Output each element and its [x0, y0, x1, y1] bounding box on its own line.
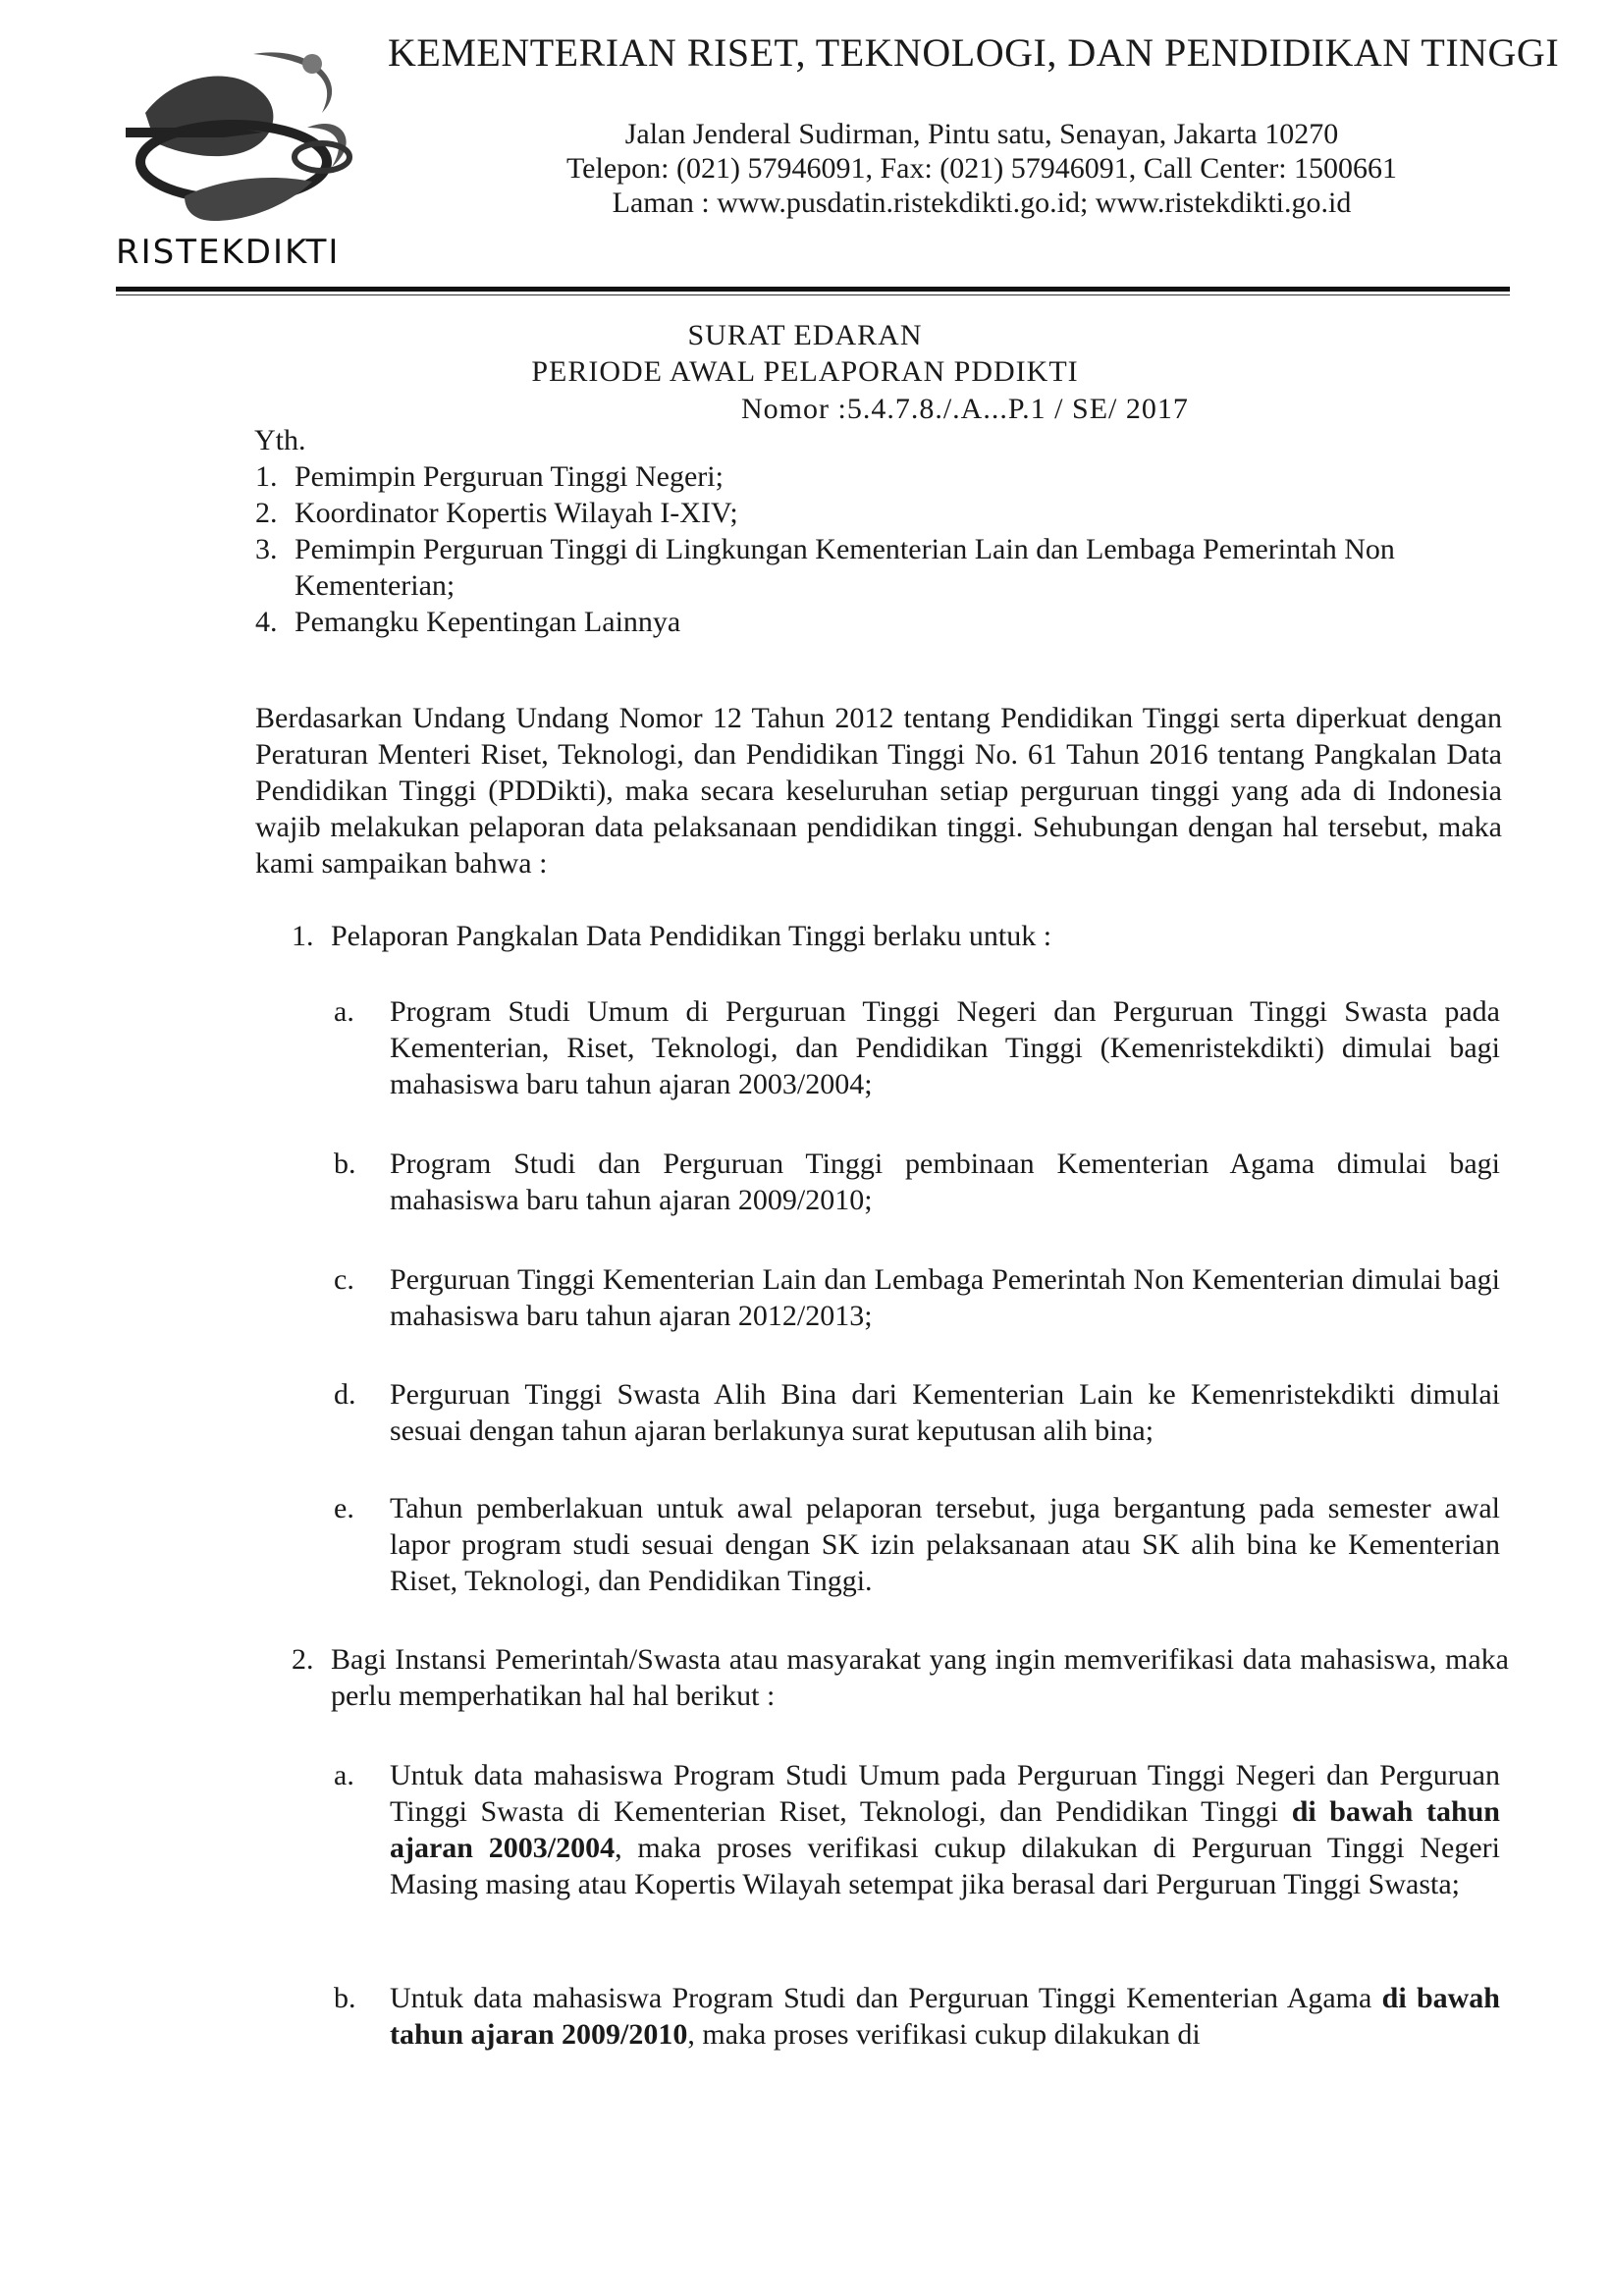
- list-item-number: 2.: [255, 497, 278, 529]
- sub-item-letter: d.: [334, 1378, 356, 1411]
- letterhead-rule: [116, 287, 1510, 292]
- sub-item: [334, 1146, 1500, 1218]
- list-item-text: Pemimpin Perguruan Tinggi Negeri;: [295, 460, 724, 493]
- ministry-name: KEMENTERIAN RISET, TEKNOLOGI, DAN PENDIDIKAN TINGGI: [388, 30, 1560, 75]
- ministry-website: Laman : www.pusdatin.ristekdikti.go.id; www.ristekdikti.go.id: [612, 187, 1352, 219]
- sub-item-letter: a.: [334, 995, 354, 1028]
- sub-item: [334, 1980, 1500, 2053]
- emphasis-text: di bawah tahun ajaran 2009/2010: [390, 1982, 1500, 2051]
- section-1: [292, 918, 1509, 954]
- sub-item-letter: e.: [334, 1492, 354, 1524]
- ministry-phone: Telepon: (021) 57946091, Fax: (021) 57946091, Call Center: 1500661: [565, 152, 1398, 185]
- list-item-number: 1.: [255, 460, 278, 493]
- section-text: Pelaporan Pangkalan Data Pendidikan Tinggi berlaku untuk :: [331, 920, 1052, 952]
- sub-item: [334, 1261, 1500, 1334]
- list-item: [255, 495, 1531, 531]
- emphasis-text: di bawah tahun ajaran 2003/2004: [390, 1795, 1500, 1864]
- list-item-text: Koordinator Kopertis Wilayah I-XIV;: [295, 497, 738, 529]
- sub-item: [334, 993, 1500, 1102]
- intro-paragraph: Berdasarkan Undang Undang Nomor 12 Tahun 2012 tentang Pendidikan Tinggi serta diperkuat dengan Peraturan Menteri Riset, Teknologi, dan Pendidikan Tinggi No. 61 Tahun 2016 tentang Pangkalan Data Pendidikan Tinggi (PDDikti), maka secara keseluruhan setiap perguruan tinggi yang ada di Indonesia wajib melakukan pelaporan data pelaksanaan pendidikan tinggi. Sehubungan dengan hal tersebut, maka kami sampaikan bahwa :: [255, 702, 1502, 880]
- list-item: [255, 531, 1453, 604]
- sub-item-letter: b.: [334, 1982, 356, 2014]
- sub-item-text: Untuk data mahasiswa Program Studi Umum pada Perguruan Tinggi Negeri dan Perguruan Tinggi Swasta di Kementerian Riset, Teknologi, dan Pendidikan Tinggi di bawah tahun ajaran 2003/2004, maka proses verifikasi cukup dilakukan di Perguruan Tinggi Negeri Masing masing atau Kopertis Wilayah setempat jika berasal dari Perguruan Tinggi Swasta;: [390, 1759, 1501, 1900]
- sub-item: [334, 1757, 1500, 1902]
- addressee-list: [255, 422, 1531, 640]
- sub-item-letter: b.: [334, 1148, 356, 1180]
- ristekdikti-emblem-icon: [116, 34, 373, 231]
- sub-item-letter: a.: [334, 1759, 354, 1791]
- sub-item: [334, 1490, 1500, 1599]
- document-type: SURAT EDARAN: [687, 319, 923, 351]
- ministry-address: Jalan Jenderal Sudirman, Pintu satu, Senayan, Jakarta 10270: [624, 118, 1339, 150]
- list-item-text: Pemangku Kepentingan Lainnya: [295, 606, 681, 638]
- sub-item-letter: c.: [334, 1263, 354, 1296]
- letterhead-rule-thin: [116, 294, 1510, 295]
- section-number: 1.: [292, 920, 314, 952]
- sub-item-text: Perguruan Tinggi Kementerian Lain dan Lembaga Pemerintah Non Kementerian dimulai bagi mahasiswa baru tahun ajaran 2012/2013;: [390, 1263, 1500, 1332]
- sub-item: [334, 1376, 1500, 1449]
- ristekdikti-logo: [116, 34, 373, 270]
- list-item-number: 4.: [255, 606, 278, 638]
- sub-item-text: Perguruan Tinggi Swasta Alih Bina dari Kementerian Lain ke Kemenristekdikti dimulai sesuai dengan tahun ajaran berlakunya surat keputusan alih bina;: [390, 1378, 1500, 1447]
- sub-item-text: Program Studi dan Perguruan Tinggi pembinaan Kementerian Agama dimulai bagi mahasiswa baru tahun ajaran 2009/2010;: [390, 1148, 1500, 1216]
- document-subject: PERIODE AWAL PELAPORAN PDDIKTI: [531, 355, 1079, 388]
- section-2: [292, 1641, 1509, 1714]
- sub-item-text: Tahun pemberlakuan untuk awal pelaporan tersebut, juga bergantung pada semester awal lapor program studi sesuai dengan SK izin pelaksanaan atau SK alih bina ke Kementerian Riset, Teknologi, dan Pendidikan Tinggi.: [390, 1492, 1500, 1597]
- salutation: Yth.: [254, 424, 306, 456]
- logo-wordmark: RISTEKDIKTI: [116, 233, 341, 272]
- list-item-number: 3.: [255, 533, 278, 565]
- document-number: Nomor :5.4.7.8./.A...P.1 / SE/ 2017: [741, 393, 1189, 425]
- section-number: 2.: [292, 1643, 314, 1676]
- list-item: [255, 458, 1531, 495]
- section-text: Bagi Instansi Pemerintah/Swasta atau masyarakat yang ingin memverifikasi data mahasiswa, maka perlu memperhatikan hal hal berikut :: [331, 1643, 1509, 1712]
- list-item: [255, 604, 1531, 640]
- sub-item-text: Program Studi Umum di Perguruan Tinggi Negeri dan Perguruan Tinggi Swasta pada Kementerian, Riset, Teknologi, dan Pendidikan Tinggi (Kemenristekdikti) dimulai bagi mahasiswa baru tahun ajaran 2003/2004;: [390, 995, 1500, 1100]
- sub-item-text: Untuk data mahasiswa Program Studi dan Perguruan Tinggi Kementerian Agama di bawah tahun ajaran 2009/2010, maka proses verifikasi cukup dilakukan di: [390, 1982, 1500, 2051]
- list-item-text: Pemimpin Perguruan Tinggi di Lingkungan Kementerian Lain dan Lembaga Pemerintah Non Kementerian;: [295, 533, 1395, 602]
